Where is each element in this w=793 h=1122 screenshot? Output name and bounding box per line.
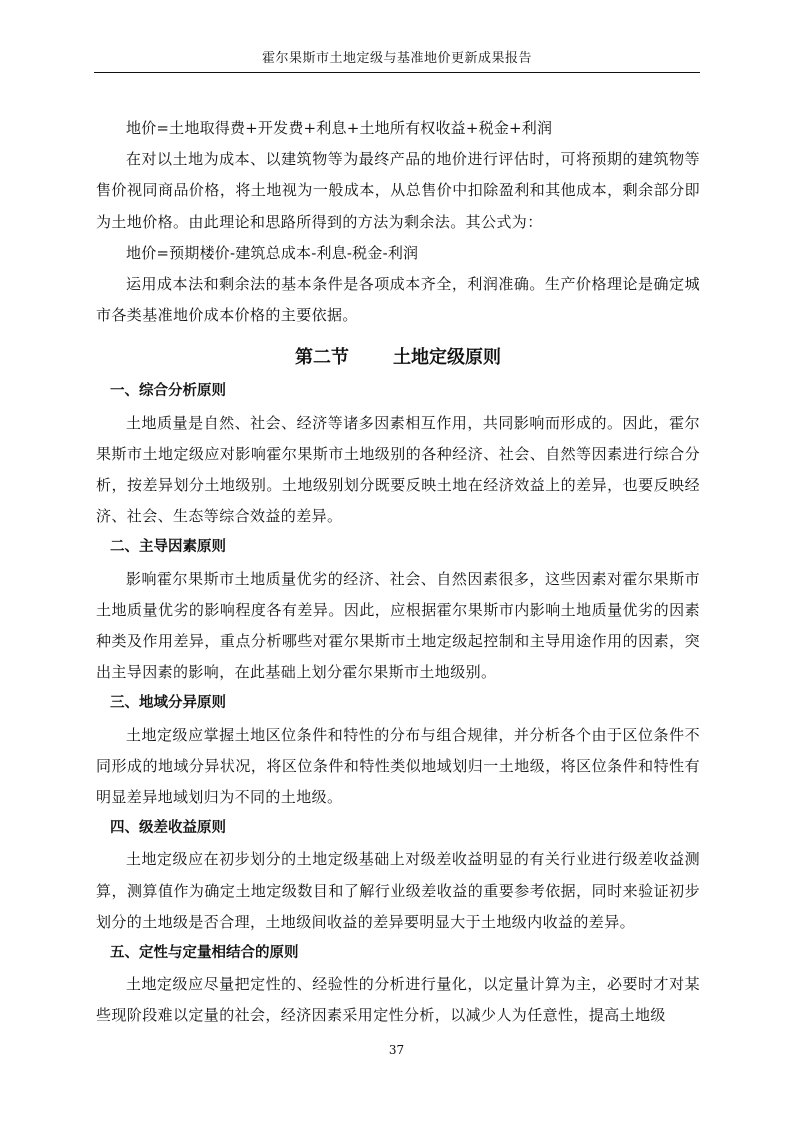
principle-heading: 三、地域分异原则 xyxy=(110,695,226,712)
principle-text: 影响霍尔果斯市土地质量优劣的经济、社会、自然因素很多，这些因素对霍尔果斯市土地质量优劣的影响程度各有差异。因此，应根据霍尔果斯市内影响土地质量优劣的因素种类及作用差异，重点分析哪些对霍尔果斯市土地定级起控制和主导用途作用的因素，突出主导因素的影响，在此基础上划分霍尔果斯市土地级别。 xyxy=(96,569,700,682)
page-number: 37 xyxy=(388,1043,405,1057)
paragraph-conditions: 运用成本法和剩余法的基本条件是各项成本齐全，利润准确。生产价格理论是确定城市各类基准地价成本价格的主要依据。 xyxy=(96,275,700,325)
section-heading xyxy=(96,344,700,372)
principle-text: 土地质量是自然、社会、经济等诸多因素相互作用，共同影响而形成的。因此，霍尔果斯市土地定级应对影响霍尔果斯市土地级别的各种经济、社会、自然等因素进行综合分析，按差异划分土地级别。土地级别划分既要反映土地在经济效益上的差异，也要反映经济、社会、生态等综合效益的差异。 xyxy=(96,413,700,526)
section-title: 土地定级原则 xyxy=(393,347,501,369)
formula-land-price-cost: 地价=土地取得费+开发费+利息+土地所有权收益+税金+利润 xyxy=(126,119,553,137)
formula-land-price-residual: 地价=预期楼价-建筑总成本-利息-税金-利润 xyxy=(126,243,419,262)
principle-text: 土地定级应掌握土地区位条件和特性的分布与组合规律，并分析各个由于区位条件不同形成的地域分异状况，将区位条件和特性类似地域划归一土地级，将区位条件和特性有明显差异地域划归为不同的土地级。 xyxy=(96,725,700,807)
running-header: 霍尔果斯市土地定级与基准地价更新成果报告 xyxy=(261,51,532,66)
principle-heading: 四、级差收益原则 xyxy=(110,820,226,837)
header-rule xyxy=(94,72,700,73)
principle-text: 土地定级应在初步划分的土地定级基础上对级差收益明显的有关行业进行级差收益测算，测算值作为确定土地定级数目和了解行业级差收益的重要参考依据，同时来验证初步划分的土地级是否合理，土地级间收益的差异要明显大于土地级内收益的差异。 xyxy=(96,850,700,931)
paragraph-residual-method: 在对以土地为成本、以建筑物等为最终产品的地价进行评估时，可将预期的建筑物等售价视同商品价格，将土地视为一般成本，从总售价中扣除盈利和其他成本，剩余部分即为土地价格。由此理论和思路所得到的方法为剩余法。其公式为： xyxy=(96,150,700,231)
principle-heading: 一、综合分析原则 xyxy=(110,383,226,400)
principle-heading: 二、主导因素原则 xyxy=(110,539,226,556)
page-body xyxy=(96,113,700,1032)
principle-heading: 五、定性与定量相结合的原则 xyxy=(110,945,299,962)
principle-text: 土地定级应尽量把定性的、经验性的分析进行量化，以定量计算为主，必要时才对某些现阶段难以定量的社会，经济因素采用定性分析，以减少人为任意性，提高土地级 xyxy=(96,975,700,1025)
section-number: 第二节 xyxy=(295,347,349,369)
